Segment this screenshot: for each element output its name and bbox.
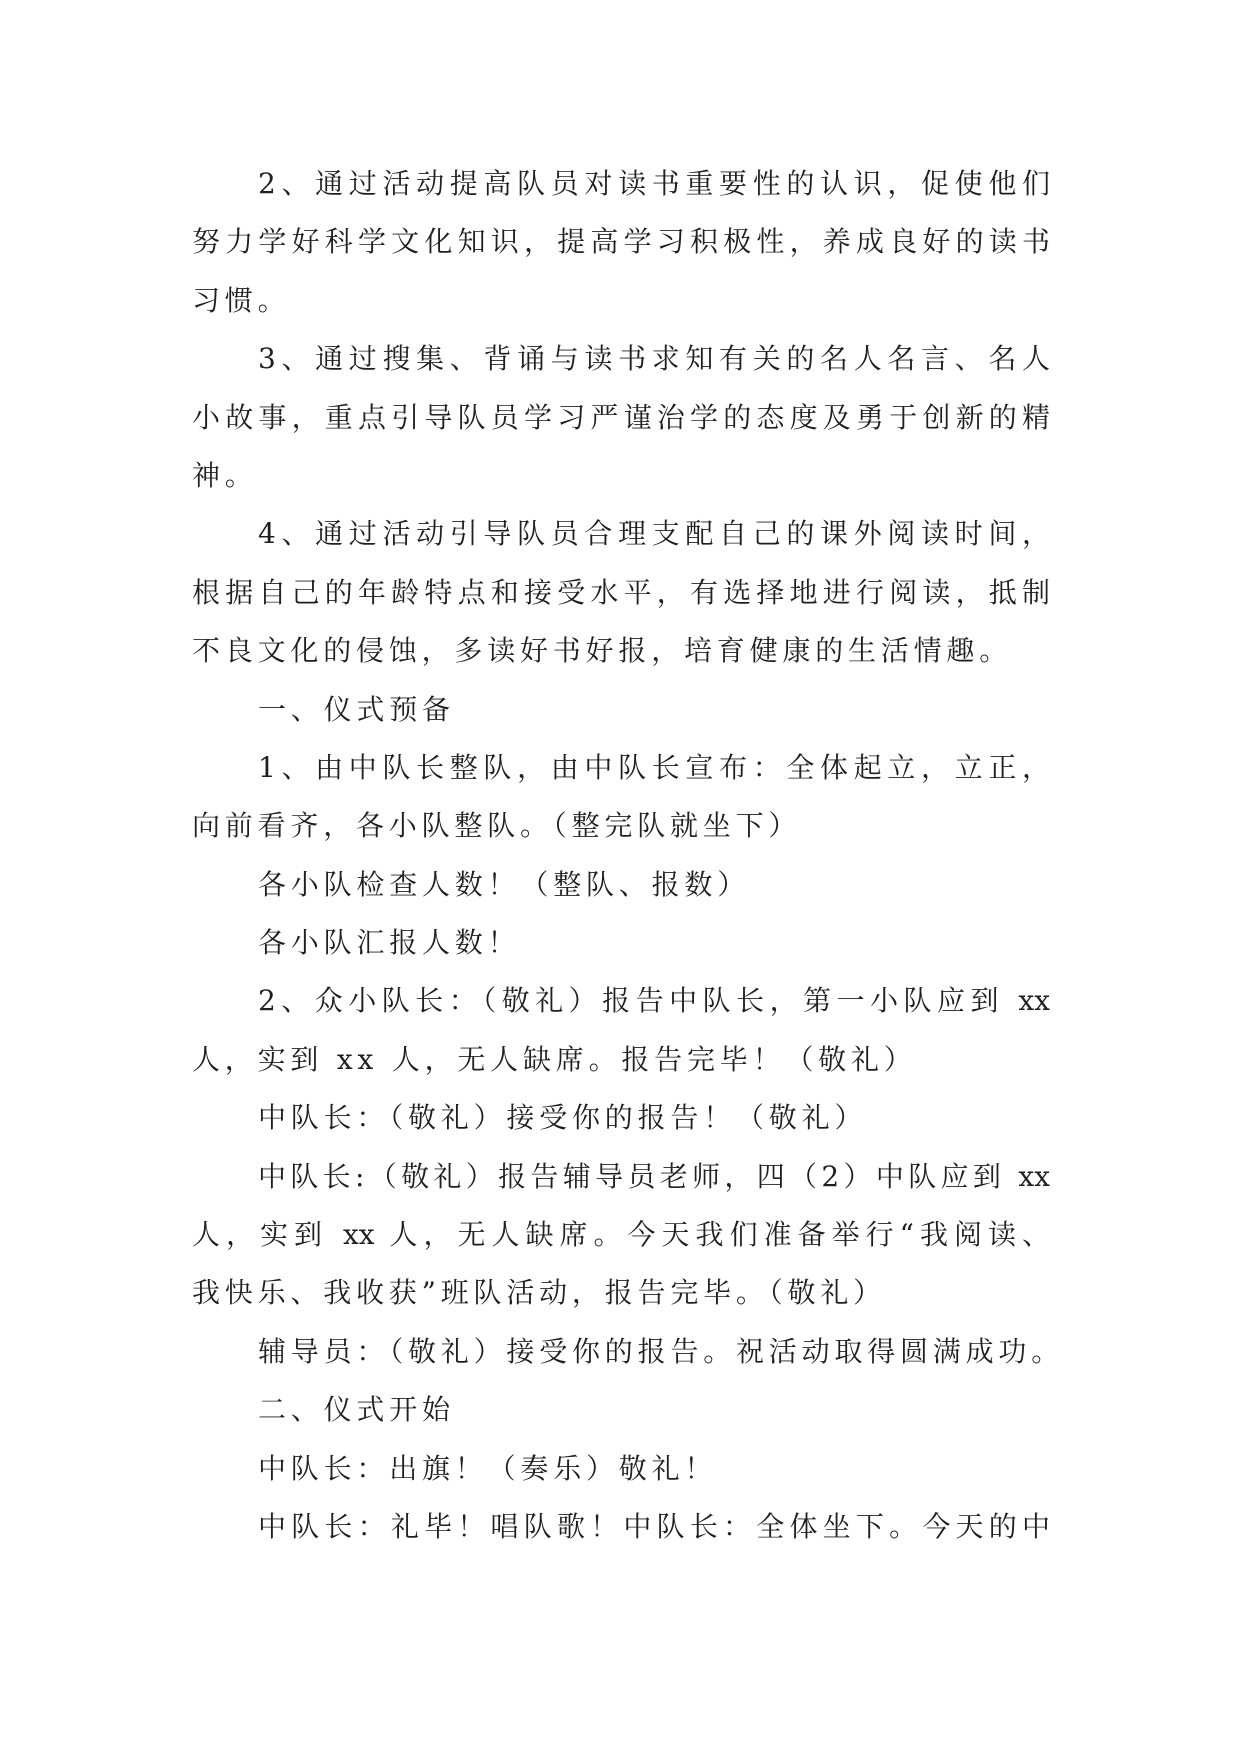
paragraph — [192, 914, 1050, 972]
paragraph — [192, 972, 1050, 1089]
paragraph-line: 中队长：出旗！（奏乐）敬礼！ — [258, 1451, 718, 1485]
paragraph-line: 各小队检查人数！（整队、报数） — [258, 867, 751, 901]
paragraph-line: 中队长:（敬礼）报告辅导员老师，四（2）中队应到 xx — [258, 1159, 1050, 1193]
paragraph-line: 小故事，重点引导队员学习严谨治学的态度及勇于创新的精 — [192, 400, 1050, 434]
paragraph-line: 习惯。 — [192, 283, 291, 317]
paragraph — [192, 1440, 1050, 1498]
paragraph-line: 辅导员：（敬礼）接受你的报告。祝活动取得圆满成功。 — [258, 1334, 1065, 1368]
paragraph-line: 人，实到 xx 人，无人缺席。报告完毕！（敬礼） — [192, 1042, 917, 1076]
paragraph-line: 我快乐、我收获”班队活动，报告完毕。（敬礼） — [192, 1276, 886, 1310]
paragraph-line: 3、通过搜集、背诵与读书求知有关的名人名言、名人 — [258, 342, 1050, 376]
section-heading — [192, 1381, 1050, 1439]
section-heading — [192, 681, 1050, 739]
paragraph-line: 不良文化的侵蚀，多读好书好报，培育健康的生活情趣。 — [192, 634, 1013, 668]
paragraph-line: 1、由中队长整队，由中队长宣布：全体起立，立正， — [258, 750, 1050, 784]
paragraph — [192, 739, 1050, 856]
paragraph-line: 根据自己的年龄特点和接受水平，有选择地进行阅读，抵制 — [192, 575, 1050, 609]
paragraph-line: 中队长：（敬礼）接受你的报告！（敬礼） — [258, 1101, 868, 1135]
paragraph-line: 2、通过活动提高队员对读书重要性的认识，促使他们 — [258, 167, 1050, 200]
paragraph-line: 各小队汇报人数！ — [258, 926, 521, 960]
paragraph-line: 向前看齐，各小队整队。（整完队就坐下） — [192, 809, 802, 843]
document-body — [192, 155, 1065, 1556]
paragraph — [192, 1148, 1050, 1323]
paragraph — [192, 1498, 1050, 1556]
paragraph-line: 努力学好科学文化知识，提高学习积极性，养成良好的读书 — [192, 225, 1050, 259]
paragraph-line: 中队长：礼毕！唱队歌！中队长：全体坐下。今天的中 — [258, 1509, 1050, 1543]
paragraph-line: 神。 — [192, 458, 258, 492]
paragraph — [192, 155, 1050, 330]
paragraph — [192, 505, 1050, 680]
paragraph — [192, 1089, 1050, 1147]
paragraph — [192, 856, 1050, 914]
paragraph — [192, 330, 1050, 505]
paragraph-line: 2、众小队长：（敬礼）报告中队长，第一小队应到 xx — [258, 984, 1050, 1018]
section-heading-text: 一、仪式预备 — [258, 692, 455, 726]
paragraph-line: 4、通过活动引导队员合理支配自己的课外阅读时间， — [258, 517, 1050, 551]
section-heading-text: 二、仪式开始 — [258, 1393, 455, 1427]
paragraph-line: 人，实到 xx 人，无人缺席。今天我们准备举行“我阅读、 — [192, 1218, 1050, 1252]
paragraph — [192, 1323, 1065, 1381]
